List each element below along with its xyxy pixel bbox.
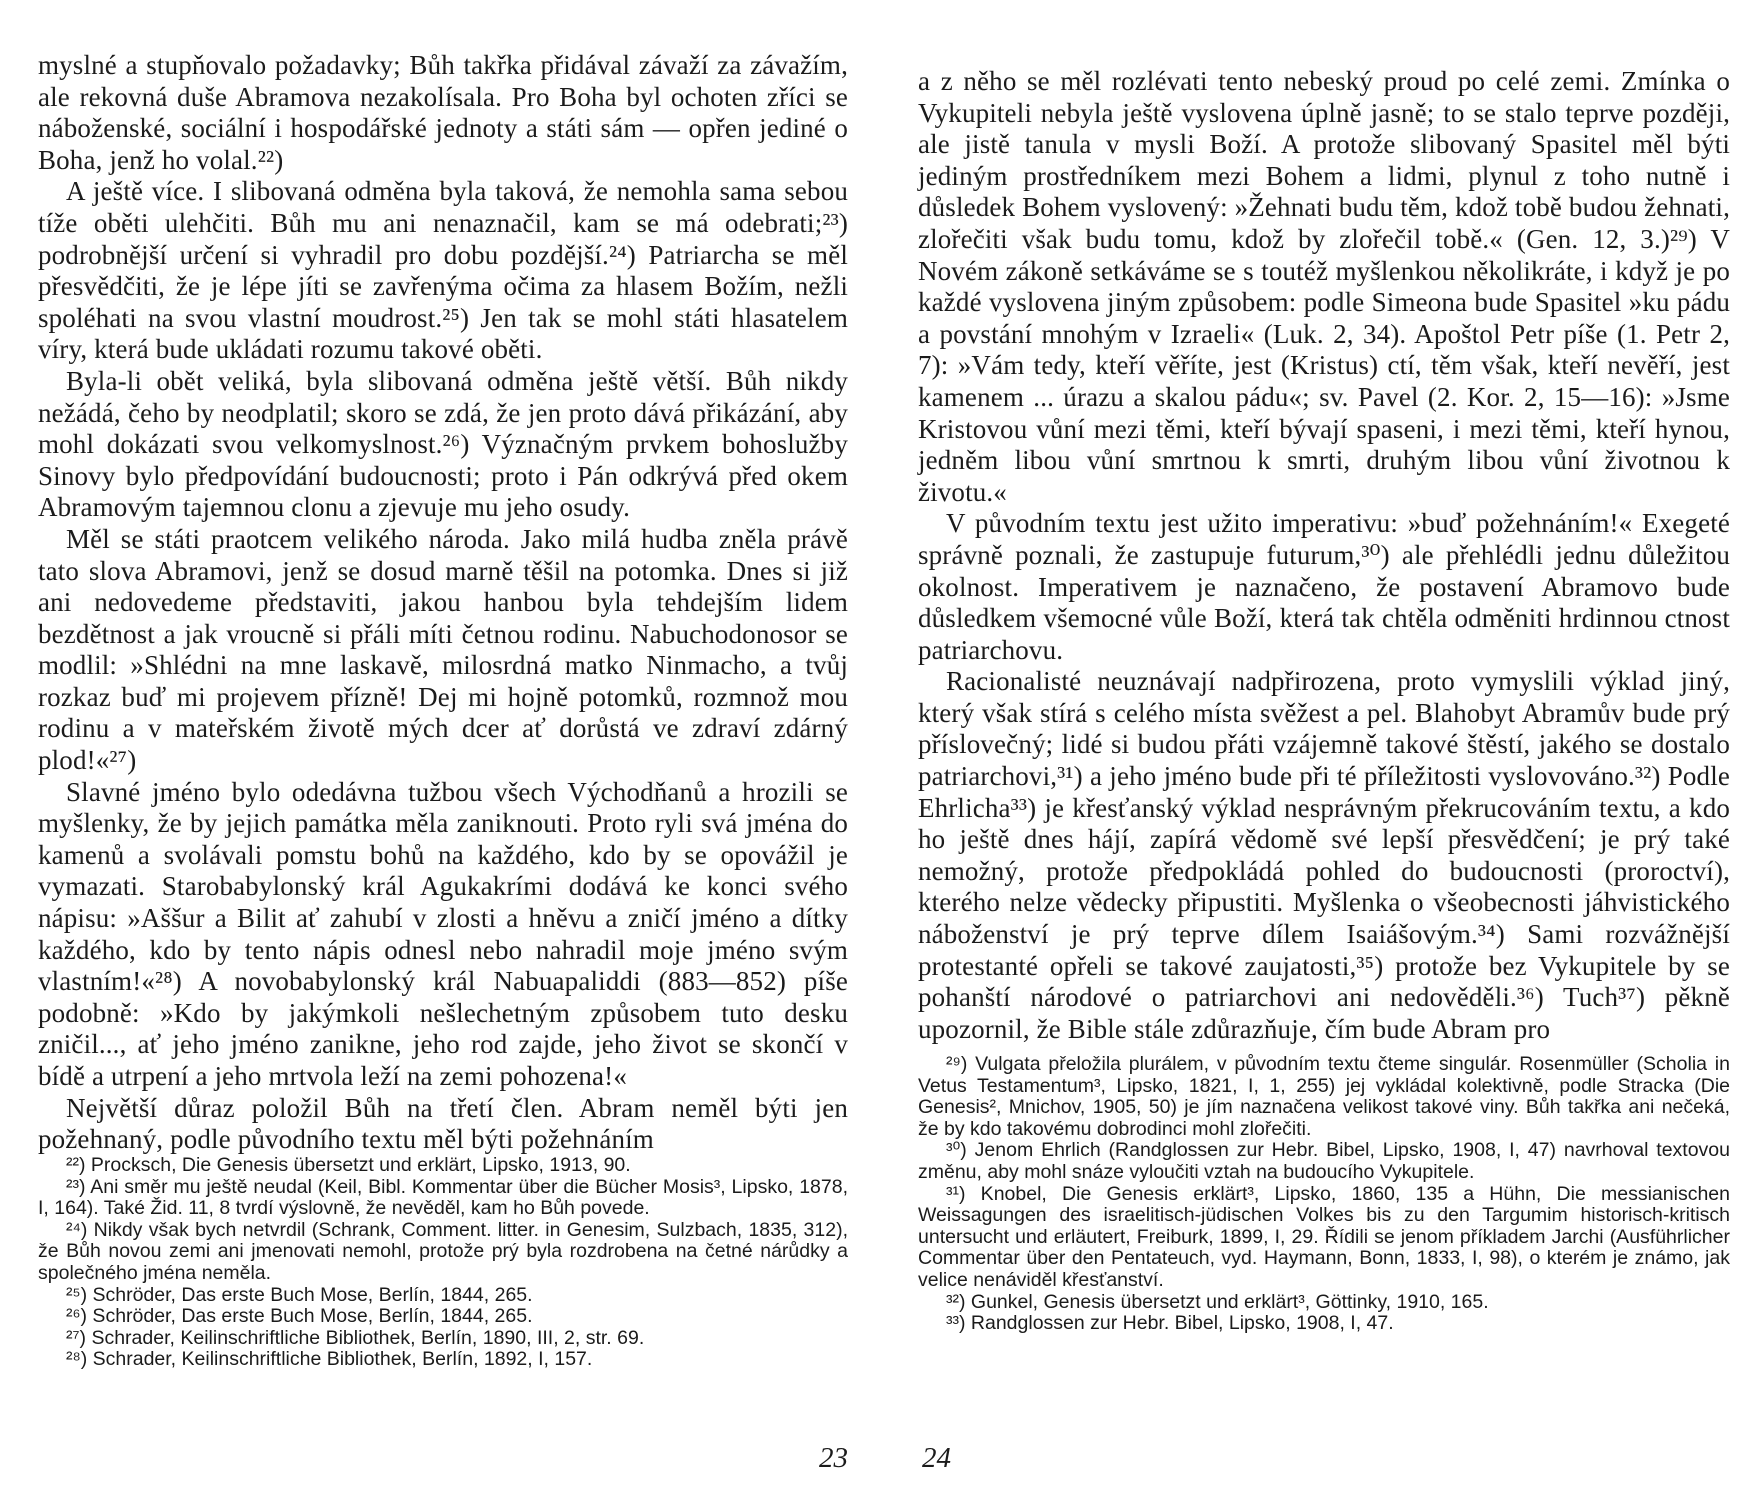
left-body-text <box>38 50 848 1156</box>
paragraph: Byla-li obět veliká, byla slibovaná odměna ještě větší. Bůh nikdy nežádá, čeho by neodplatil; skoro se zdá, že jen proto dává přikázání, aby mohl dokázati svou velkomyslnost.²⁶) Význačným prvkem bohoslužby Sinovy bylo předpovídání budoucnosti; proto i Pán odkrývá před okem Abramovým tajemnou clonu a zjevuje mu jeho osudy. <box>38 365 848 523</box>
paragraph: a z něho se měl rozlévati tento nebeský proud po celé zemi. Zmínka o Vykupiteli nebyla ještě vyslovena úplně jasně; to se stalo teprve později, ale jistě tanula v mysli Boží. A protože slibovaný Spasitel měl býti jediným prostředníkem mezi Bohem a lidmi, plynul z toho nutně i důsledek Bohem vyslovený: »Žehnati budu těm, kdož tobě budou žehnati, zlořečiti však budu tomu, kdož by zlořečil tobě.« (Gen. 12, 3.)²⁹) V Novém zákoně setkáváme se s toutéž myšlenkou několikráte, i když je po každé vyslovena jiným způsobem: podle Simeona bude Spasitel »ku pádu a povstání mnohým v Izraeli« (Luk. 2, 34). Apoštol Petr píše (1. Petr 2, 7): »Vám tedy, kteří věříte, jest (Kristus) ctí, těm však, kteří nevěří, jest kamenem ... úrazu a skalou pádu«; sv. Pavel (2. Kor. 2, 15—16): »Jsme Kristovou vůní mezi těmi, kteří bývají spaseni, i mezi těmi, kteří hynou, jedněm libou vůní smrtnou k smrti, druhým libou vůní životnou k životu.« <box>918 66 1730 507</box>
footnote: ²⁴) Nikdy však bych netvrdil (Schrank, Comment. litter. in Genesim, Sulzbach, 1835, 312), že Bůh novou zemi ani jmenovati nemohl, protože prý byla rozdrobena na četné nárůdky a společného jména neměla. <box>38 1218 848 1284</box>
left-footnotes <box>38 1155 848 1371</box>
footnote: ³¹) Knobel, Die Genesis erklärt³, Lipsko, 1860, 135 a Hühn, Die messianischen Weissagungen des israelitisch-jüdischen Volkes bis zu den Targumim historisch-kritisch untersucht und erläutert, Freiburk, 1899, I, 29. Řídili se jenom příkladem Jarchi (Ausführlicher Commentar über den Pentateuch, vyd. Haymann, Bonn, 1833, I, 98), o kterém je známo, jak velice nenáviděl křesťanství. <box>918 1182 1730 1291</box>
page-number: 24 <box>922 1442 951 1474</box>
paragraph: Největší důraz položil Bůh na třetí člen. Abram neměl býti jen požehnaný, podle původního textu měl býti požehnáním <box>38 1092 848 1155</box>
paragraph: V původním textu jest užito imperativu: »buď požehnáním!« Exegeté správně poznali, že zastupuje futurum,³⁰) ale přehlédli jednu důležitou okolnost. Imperativem je naznačeno, že postavení Abramovo bude důsledkem všemocné vůle Boží, která tak chtěla odměniti hrdinnou ctnost patriarchovu. <box>918 508 1730 665</box>
footnote: ²³) Ani směr mu ještě neudal (Keil, Bibl. Kommentar über die Bücher Mosis³, Lipsko, 1878, I, 164). Také Žid. 11, 8 tvrdí výslovně, že nevěděl, kam ho Bůh povede. <box>38 1175 848 1220</box>
footnote: ³²) Gunkel, Genesis übersetzt und erklärt³, Göttinky, 1910, 165. <box>946 1290 1489 1313</box>
footnote: ²⁹) Vulgata přeložila plurálem, v původním textu čteme singulár. Rosenmüller (Scholia in Vetus Testamentum³, Lipsko, 1821, I, 1, 255) jej vykládal kolektivně, podle Stracka (Die Genesis², Mnichov, 1905, 50) je jím naznačena velikost takové viny. Bůh takřka ani nečeká, že by kdo takovému dobrodinci mohl zlořečiti. <box>918 1053 1730 1140</box>
footnote: ²⁵) Schröder, Das erste Buch Mose, Berlín, 1844, 265. <box>66 1283 533 1306</box>
paragraph: Racionalisté neuznávají nadpřirozena, proto vymyslili výklad jiný, který však stírá s celého místa svěžest a pel. Blahobyt Abramův bude prý příslovečný; lidé si budou přáti vzájemně takové štěstí, jakého se dostalo patriarchovi,³¹) a jeho jméno bude při té příležitosti vyslovováno.³²) Podle Ehrlicha³³) je křesťanský výklad nesprávným překrucováním textu, a kdo ho ještě dnes hájí, zapírá vědomě své lepší přesvědčení; je prý také nemožný, protože předpokládá pohled do budoucnosti (proroctví), kterého nelze vědecky připustiti. Myšlenka o všeobecnosti jáhvistického náboženství je prý teprve dílem Isaiášovým.³⁴) Sami rozvážnější protestanté opřeli se takové zaujatosti,³⁵) protože bez Vykupitele by se pohanští národové o patriarchovi ani nedověděli.³⁶) Tuch³⁷) pěkně upozornil, že Bible stále zdůrazňuje, čím bude Abram pro <box>918 666 1730 1044</box>
paragraph: myslné a stupňovalo požadavky; Bůh takřka přidával závaží za závažím, ale rekovná duše Abramova nezakolísala. Pro Boha byl ochoten zříci se náboženské, sociální i hospodářské jednoty a státi sám — opřen jediné o Boha, jenž ho volal.²²) <box>38 50 848 175</box>
paragraph: A ještě více. I slibovaná odměna byla taková, že nemohla sama sebou tíže oběti ulehčiti. Bůh mu ani nenaznačil, kam se má odebrati;²³) podrobnější určení si vyhradil pro dobu pozdější.²⁴) Patriarcha se měl přesvědčiti, že je lépe jíti se zavřenýma očima za hlasem Božím, nežli spoléhati na svou vlastní moudrost.²⁵) Jen tak se mohl státi hlasatelem víry, která bude ukládati rozumu takové oběti. <box>38 176 848 365</box>
right-page <box>918 0 1730 1500</box>
footnote: ²²) Procksch, Die Genesis übersetzt und erklärt, Lipsko, 1913, 90. <box>66 1154 631 1176</box>
page-number: 23 <box>819 1442 848 1474</box>
right-footnotes <box>918 1054 1730 1335</box>
paragraph: Slavné jméno bylo odedávna tužbou všech Východňanů a hrozili se myšlenky, že by jejich památka měla zaniknouti. Proto ryli svá jména do kamenů a svolávali pomstu bohů na každého, kdo by se opovážil je vymazati. Starobabylonský král Agukakrími dodává ke konci svého nápisu: »Aššur a Bilit ať zahubí v zlosti a hněvu a zničí jméno a dítky každého, kdo by tento nápis odnesl nebo nahradil moje jméno svým vlastním!«²⁸) A novobabylonský král Nabuapaliddi (883—852) píše podobně: »Kdo by jakýmkoli nešlechetným způsobem tuto desku zničil..., ať jeho jméno zanikne, jeho rod zajde, jeho život se skončí v bídě a utrpení a jeho mrtvola leží na zemi pohozena!« <box>38 776 848 1091</box>
right-body-text <box>918 66 1730 1045</box>
footnote: ³³) Randglossen zur Hebr. Bibel, Lipsko, 1908, I, 47. <box>946 1312 1394 1335</box>
footnote: ²⁷) Schrader, Keilinschriftliche Bibliothek, Berlín, 1890, III, 2, str. 69. <box>66 1326 645 1349</box>
left-page <box>38 0 848 1500</box>
footnote: ²⁶) Schröder, Das erste Buch Mose, Berlín, 1844, 265. <box>66 1305 533 1328</box>
paragraph: Měl se státi praotcem velikého národa. Jako milá hudba zněla právě tato slova Abramovi, jenž se dosud marně těšil na potomka. Dnes si již ani nedovedeme představiti, jakou hanbou byla tehdejším lidem bezdětnost a jak vroucně si přáli míti četnou rodinu. Nabuchodonosor se modlil: »Shlédni na mne laskavě, milosrdná matko Ninmacho, a tvůj rozkaz buď mi projevem přízně! Dej mi hojně potomků, rozmnož mou rodinu a v mateřském životě mých dcer ať dorůstá ve zdraví zdárný plod!«²⁷) <box>38 523 848 776</box>
footnote: ³⁰) Jenom Ehrlich (Randglossen zur Hebr. Bibel, Lipsko, 1908, I, 47) navrhoval textovou změnu, aby mohl snáze vyloučiti vztah na budoucího Vykupitele. <box>918 1139 1730 1183</box>
footnote: ²⁸) Schrader, Keilinschriftliche Bibliothek, Berlín, 1892, I, 157. <box>66 1348 593 1371</box>
